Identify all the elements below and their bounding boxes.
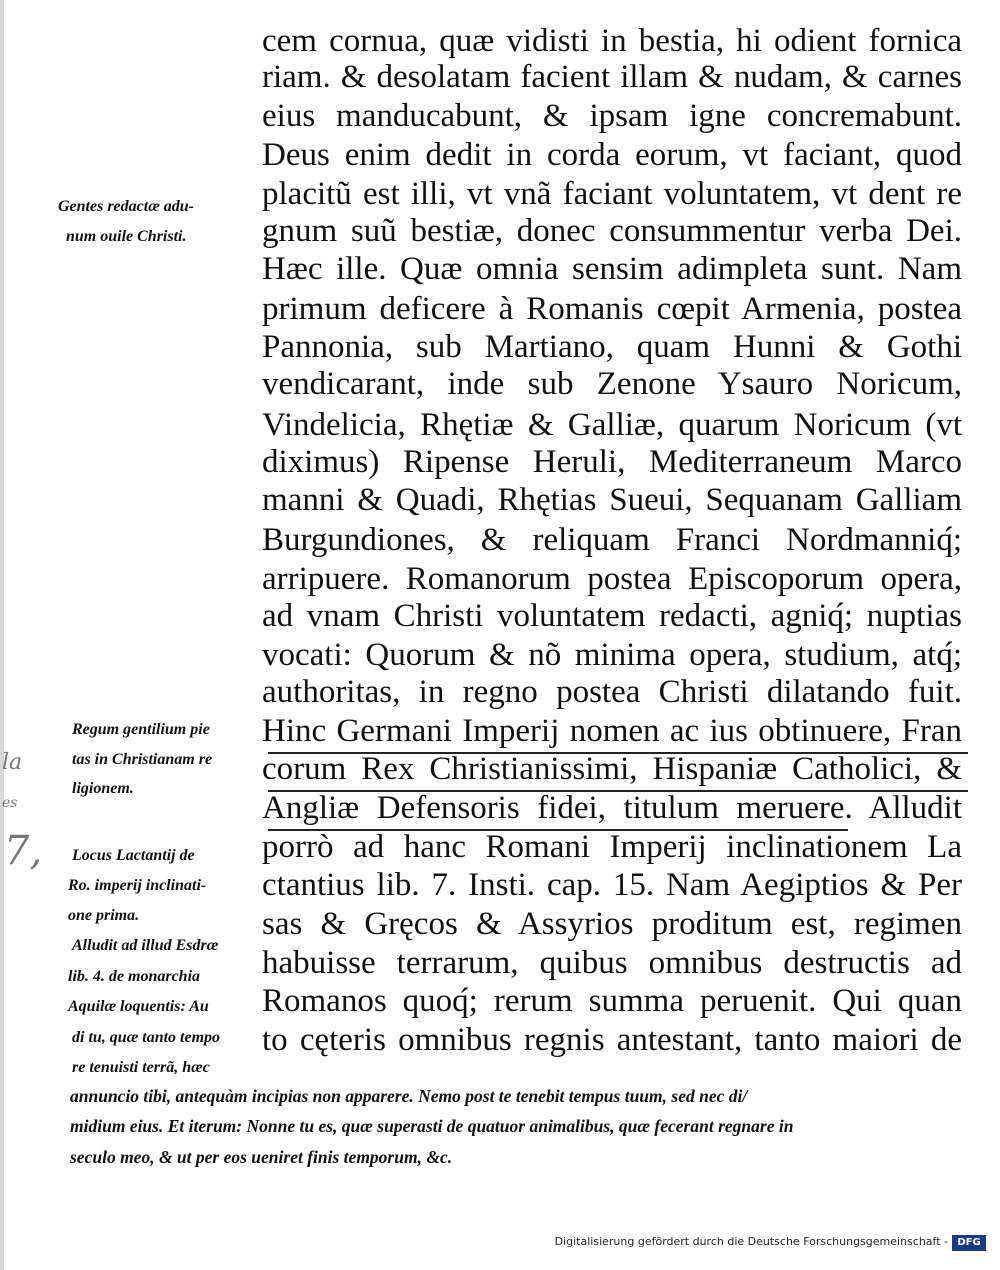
- ink-underline: [268, 829, 848, 831]
- main-text-line: Hæc ille. Quæ omnia sensim adimpleta sunt. Nam: [262, 251, 962, 287]
- main-text-line: vendicarant, inde sub Zenone Ysauro Noricum,: [262, 366, 962, 402]
- main-text-line: Romanos quoq́; rerum summa peruenit. Qui quan: [262, 983, 962, 1019]
- footnote-line: seculo meo, & ut per eos ueniret finis temporum, &c.: [70, 1147, 453, 1167]
- margin-note-line: Alludit ad illud Esdræ: [72, 937, 219, 954]
- margin-note-line: one prima.: [68, 907, 140, 924]
- margin-note-line: Locus Lactantij de: [72, 847, 195, 864]
- main-text-line: Deus enim dedit in corda eorum, vt faciant, quod: [262, 137, 962, 173]
- main-text-line: ad vnam Christi voluntatem redacti, agniq́; nuptias: [262, 598, 962, 634]
- ink-underline: [268, 790, 968, 792]
- handwritten-mark: la: [2, 750, 23, 775]
- main-text-line: cem cornua, quæ vidisti in bestia, hi odient fornica: [262, 23, 962, 59]
- footnote-line: midium eius. Et iterum: Nonne tu es, quæ superasti de quatuor animalibus, quæ fecerant regnare in: [70, 1116, 794, 1136]
- main-text-line: to cęteris omnibus regnis antestant, tanto maiori de: [262, 1022, 962, 1058]
- footnote-line: annuncio tibi, antequàm incipias non apparere. Nemo post te tenebit tempus tuum, sed nec di/: [70, 1086, 748, 1106]
- main-text-line: eius manducabunt, & ipsam igne concremabunt.: [262, 98, 962, 134]
- main-text-line: porrò ad hanc Romani Imperij inclinationem La: [262, 829, 962, 865]
- margin-note-line: re tenuisti terrã, hæc: [72, 1059, 210, 1076]
- main-text-line: habuisse terrarum, quibus omnibus destructis ad: [262, 945, 962, 981]
- main-text-line: primum deficere à Romanis cœpit Armenia, postea: [262, 291, 962, 327]
- digitization-credit: Digitalisierung gefördert durch die Deutsche Forschungsgemeinschaft -: [554, 1235, 948, 1248]
- main-text-line: vocati: Quorum & nõ minima opera, studium, atq́;: [262, 637, 962, 673]
- main-text-line: ctantius lib. 7. Insti. cap. 15. Nam Aegiptios & Per: [262, 867, 962, 903]
- margin-note-line: num ouile Christi.: [66, 228, 187, 245]
- main-text-line: gnum suũ bestiæ, donec consummentur verba Dei.: [262, 213, 962, 249]
- main-text-line: Vindelicia, Rhętiæ & Galliæ, quarum Noricum (vt: [262, 407, 962, 443]
- main-text-line: diximus) Ripense Heruli, Mediterraneum Marco: [262, 444, 962, 480]
- margin-note-line: di tu, quæ tanto tempo: [72, 1029, 221, 1046]
- handwritten-mark: 7,: [4, 828, 43, 874]
- margin-note-line: Aquilæ loquentis: Au: [68, 998, 209, 1015]
- page-edge-shadow: [0, 0, 4, 1270]
- main-text-line: corum Rex Christianissimi, Hispaniæ Catholici, &: [262, 751, 962, 787]
- main-text-line: Hinc Germani Imperij nomen ac ius obtinuere, Fran: [262, 713, 962, 749]
- main-text-line: Angliæ Defensoris fidei, titulum meruere. Alludit: [262, 790, 962, 826]
- margin-note-line: tas in Christianam re: [72, 751, 213, 768]
- main-text-line: authoritas, in regno postea Christi dilatando fuit.: [262, 674, 962, 710]
- main-text-line: sas & Gręcos & Assyrios proditum est, regimen: [262, 906, 962, 942]
- main-text-line: manni & Quadi, Rhętias Sueui, Sequanam Galliam: [262, 482, 962, 518]
- margin-note-line: Gentes redactæ adu-: [58, 198, 194, 215]
- margin-note-line: Ro. imperij inclinati-: [68, 877, 207, 894]
- margin-note-line: lib. 4. de monarchia: [68, 968, 201, 985]
- margin-note-line: Regum gentilium pie: [72, 721, 210, 738]
- main-text-line: arripuere. Romanorum postea Episcoporum opera,: [262, 561, 962, 597]
- main-text-line: riam. & desolatam facient illam & nudam, & carnes: [262, 59, 962, 95]
- main-text-line: placitũ est illi, vt vnã faciant voluntatem, vt dent re: [262, 176, 962, 212]
- main-text-line: Burgundiones, & reliquam Franci Nordmanniq́;: [262, 522, 962, 558]
- margin-note-line: ligionem.: [72, 780, 134, 797]
- main-text-line: Pannonia, sub Martiano, quam Hunni & Gothi: [262, 329, 962, 365]
- ink-underline: [268, 752, 968, 754]
- handwritten-mark: es: [2, 795, 18, 811]
- dfg-logo-icon: DFG: [952, 1235, 986, 1251]
